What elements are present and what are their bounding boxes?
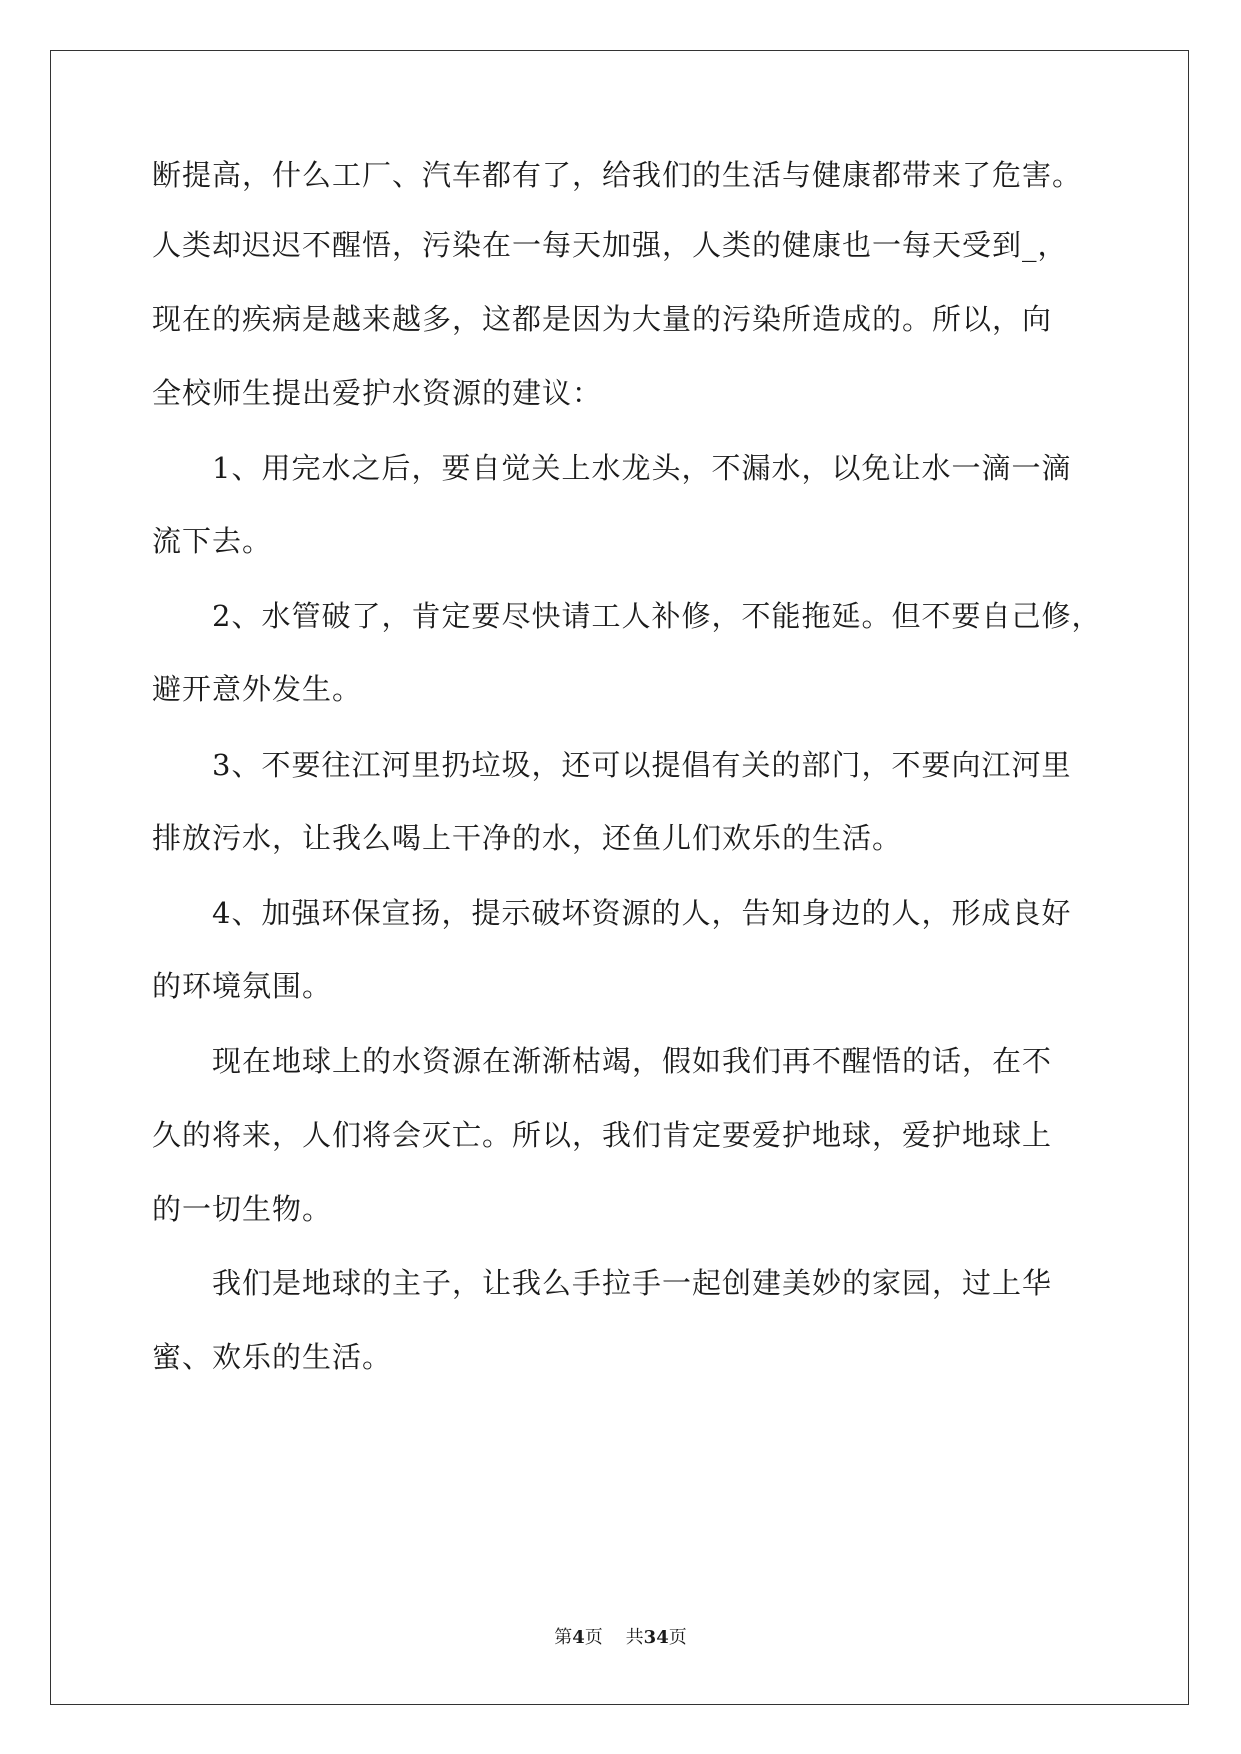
page-footer — [0, 1627, 1241, 1649]
footer-total-prefix: 共 — [625, 1627, 644, 1648]
body-line: 断提高，什么工厂、汽车都有了，给我们的生活与健康都带来了危害。 — [152, 158, 1083, 192]
page-border — [50, 50, 1189, 1705]
body-line: 4、加强环保宣扬，提示破坏资源的人，告知身边的人，形成良好 — [152, 896, 1072, 930]
body-line: 避开意外发生。 — [152, 672, 363, 706]
body-line: 1、用完水之后，要自觉关上水龙头，不漏水，以免让水一滴一滴 — [152, 451, 1072, 485]
body-line: 人类却迟迟不醒悟，污染在一每天加强，人类的健康也一每天受到_， — [152, 228, 1068, 262]
total-page-count: 34 — [643, 1627, 669, 1648]
current-page-number: 4 — [572, 1627, 585, 1648]
body-line: 的一切生物。 — [152, 1192, 333, 1226]
body-line: 2、水管破了，肯定要尽快请工人补修，不能拖延。但不要自己修， — [152, 599, 1102, 633]
body-line: 全校师生提出爱护水资源的建议： — [152, 376, 603, 410]
body-line: 3、不要往江河里扔垃圾，还可以提倡有关的部门，不要向江河里 — [152, 748, 1072, 782]
footer-page-suffix: 页 — [584, 1627, 603, 1648]
body-line: 蜜、欢乐的生活。 — [152, 1340, 393, 1374]
footer-total-suffix: 页 — [668, 1627, 687, 1648]
body-line: 排放污水，让我么喝上干净的水，还鱼儿们欢乐的生活。 — [152, 821, 903, 855]
body-line: 的环境氛围。 — [152, 969, 333, 1003]
body-line: 我们是地球的主子，让我么手拉手一起创建美妙的家园，过上华 — [152, 1266, 1053, 1300]
body-line: 现在的疾病是越来越多，这都是因为大量的污染所造成的。所以，向 — [152, 302, 1053, 336]
body-line: 久的将来，人们将会灭亡。所以，我们肯定要爱护地球，爱护地球上 — [152, 1118, 1053, 1152]
body-line: 现在地球上的水资源在渐渐枯竭，假如我们再不醒悟的话，在不 — [152, 1044, 1053, 1078]
footer-prefix: 第 — [554, 1627, 573, 1648]
body-line: 流下去。 — [152, 524, 273, 558]
